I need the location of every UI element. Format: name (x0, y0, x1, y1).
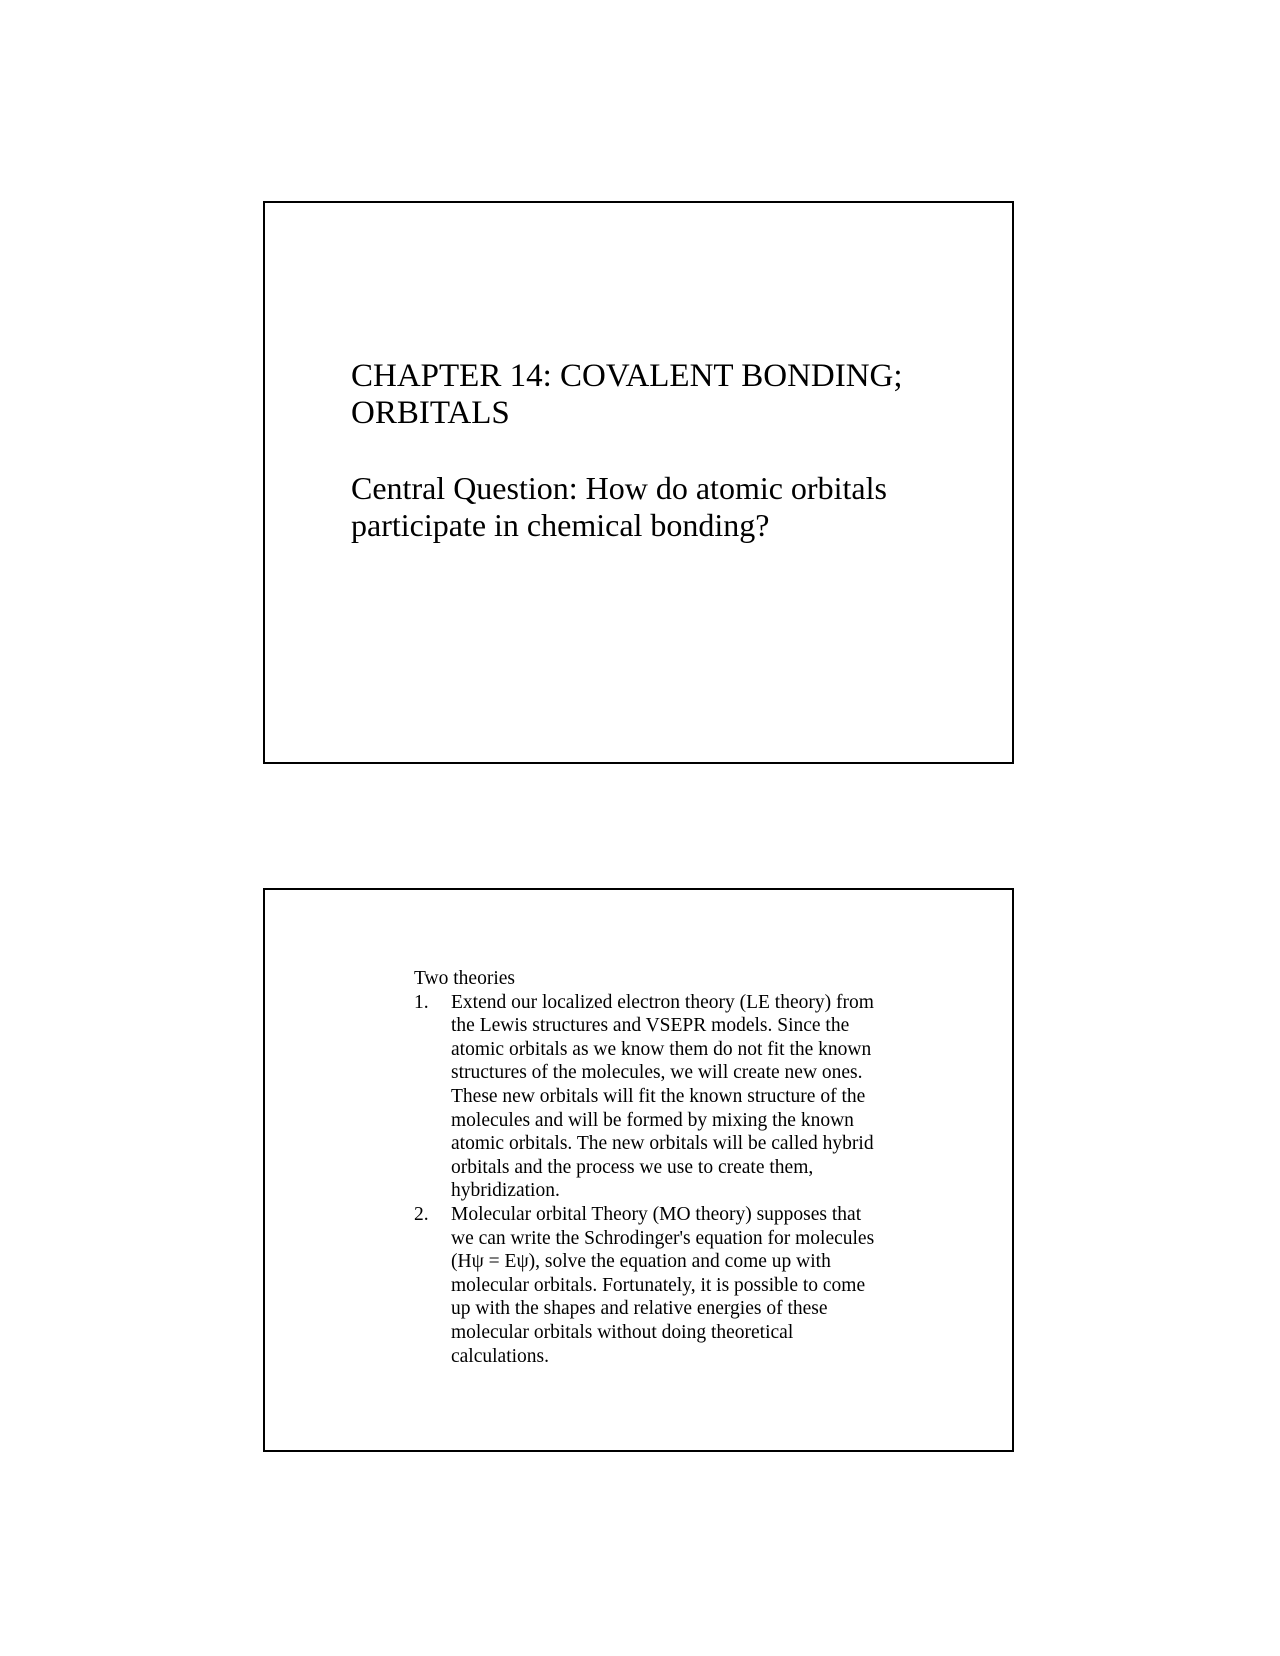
theories-section (414, 967, 884, 1368)
theories-list (414, 991, 884, 1369)
list-item (414, 991, 884, 1203)
central-question: Central Question: How do atomic orbitals participate in chemical bonding? (351, 470, 887, 543)
list-item-text: Molecular orbital Theory (MO theory) supposes that we can write the Schrodinger's equation for molecules (Hψ = Eψ), solve the equation and come up with molecular orbitals. Fortunately, it is possible to come up with the shapes and relative energies of these molecular orbitals without doing theoretical calculations. (451, 1203, 875, 1367)
list-item-number: 1. (414, 991, 429, 1013)
chapter-title: CHAPTER 14: COVALENT BONDING; ORBITALS (351, 358, 903, 431)
slide-1 (263, 201, 1014, 764)
list-item (414, 1203, 884, 1368)
list-item-number: 2. (414, 1203, 429, 1225)
theories-heading: Two theories (414, 968, 515, 989)
slide-2 (263, 888, 1014, 1452)
list-item-text: Extend our localized electron theory (LE theory) from the Lewis structures and VSEPR models. Since the atomic orbitals as we know them do not fit the known structures of the molecules, we will create new ones. These new orbitals will fit the known structure of the molecules and will be formed by mixing the known atomic orbitals. The new orbitals will be called hybrid orbitals and the process we use to create them, hybridization. (451, 991, 874, 1202)
